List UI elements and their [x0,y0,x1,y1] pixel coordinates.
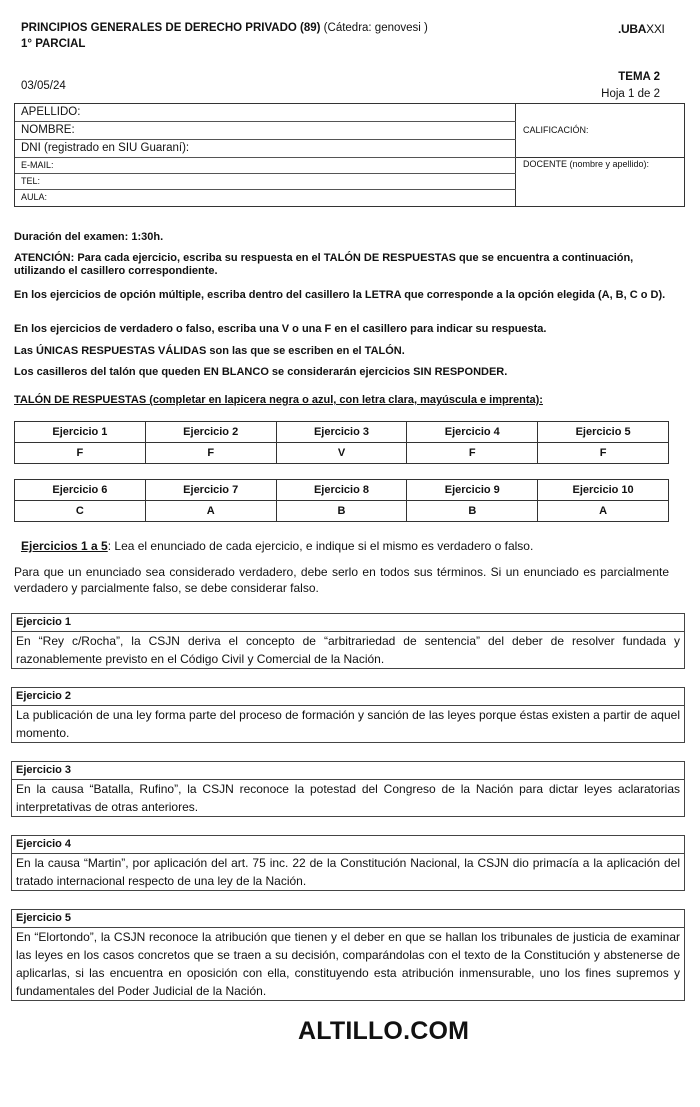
exercise-title: Ejercicio 1 [12,614,684,632]
exercise-box [11,761,685,817]
exercise-text: En “Elortondo”, la CSJN reconoce la atribución que tienen y el deber en que se hallan los tribunales de justicia de examinar las leyes en los casos concretos que se traen a su decisión, comparándolas con el texto de la Constitución y abstenerse de aplicarlas, si las encuentra en oposición con ella, constituyendo esta atribución inmensurable, uno los fines supremos y fundamentales del Poder Judicial de la Nación. [16,930,680,998]
answer-cell[interactable]: V [276,443,407,464]
exercise-title: Ejercicio 2 [12,688,684,706]
answer-header: Ejercicio 8 [276,480,407,501]
exercise-title: Ejercicio 3 [12,762,684,780]
exercise-box [11,613,685,669]
exercise-box [11,687,685,743]
uba-xxi-logo: .UBAXXI [618,22,665,36]
answer-header: Ejercicio 2 [145,422,276,443]
catedra-label: (Cátedra: genovesi ) [320,22,428,34]
answer-header: Ejercicio 9 [407,480,538,501]
answer-table-2 [14,479,669,522]
exam-title: PRINCIPIOS GENERALES DE DERECHO PRIVADO (89) (Cátedra: genovesi ) [21,22,428,34]
instruction-blank-answers: Los casilleros del talón que queden EN BLANCO se considerarán ejercicios SIN RESPONDER. [14,366,508,378]
altillo-watermark: ALTILLO.COM [298,1017,470,1045]
answer-table-1 [14,421,669,464]
calificacion-field[interactable]: CALIFICACIÓN: [523,125,589,135]
answer-header: Ejercicio 7 [145,480,276,501]
email-field[interactable]: E-MAIL: [15,158,516,174]
table-row [15,422,669,443]
instruction-duration: Duración del examen: 1:30h. [14,231,164,243]
section-note: Para que un enunciado sea considerado verdadero, debe serlo en todos sus términos. Si un enunciado es parcialmente verdadero y parcialmente falso, se debe considerar falso. [14,565,669,595]
answer-cell[interactable]: F [538,443,669,464]
table-row [15,501,669,522]
student-fields [15,104,516,206]
answer-header: Ejercicio 4 [407,422,538,443]
table-row [15,480,669,501]
answer-cell[interactable]: F [15,443,146,464]
talon-title: TALÓN DE RESPUESTAS (completar en lapicera negra o azul, con letra clara, mayúscula e imprenta): [14,394,543,406]
apellido-field[interactable]: APELLIDO: [15,104,516,122]
answer-header: Ejercicio 5 [538,422,669,443]
instruction-multiple-choice: En los ejercicios de opción múltiple, escriba dentro del casillero la LETRA que corresponde a la opción elegida (A, B, C o D). [14,289,666,301]
answer-header: Ejercicio 1 [15,422,146,443]
exercise-text: En la causa “Batalla, Rufino”, la CSJN reconoce la potestad del Congreso de la Nación para dictar leyes aclaratorias interpretativas de otras anteriores. [16,782,680,814]
tel-field[interactable]: TEL: [15,174,516,190]
exercise-box [11,835,685,891]
student-info-box [14,103,685,207]
answer-cell[interactable]: F [407,443,538,464]
instruction-valid-answers: Las ÚNICAS RESPUESTAS VÁLIDAS son las que se escriben en el TALÓN. [14,345,405,357]
answer-cell[interactable]: A [145,501,276,522]
table-row [15,443,669,464]
exercise-title: Ejercicio 5 [12,910,684,928]
answer-cell[interactable]: C [15,501,146,522]
instruction-attention: ATENCIÓN: Para cada ejercicio, escriba su respuesta en el TALÓN DE RESPUESTAS que se encuentra a continuación, utilizando el casillero correspondiente. [14,252,634,277]
exercise-text: En “Rey c/Rocha”, la CSJN deriva el concepto de “arbitrariedad de sentencia” del deber de resolver fundada y razonablemente previsto en el Código Civil y Comercial de la Nación. [16,634,680,666]
answer-cell[interactable]: A [538,501,669,522]
divider [516,157,684,158]
page-count: Hoja 1 de 2 [601,88,660,100]
section-label: Ejercicios 1 a 5 [21,539,108,553]
exercise-title: Ejercicio 4 [12,836,684,854]
nombre-field[interactable]: NOMBRE: [15,122,516,140]
section-intro: Ejercicios 1 a 5: Lea el enunciado de cada ejercicio, e indique si el mismo es verdadero o falso. [21,539,534,553]
aula-field[interactable]: AULA: [21,192,48,202]
answer-header: Ejercicio 10 [538,480,669,501]
docente-field[interactable]: DOCENTE (nombre y apellido): [523,159,650,169]
answer-header: Ejercicio 3 [276,422,407,443]
answer-header: Ejercicio 6 [15,480,146,501]
answer-cell[interactable]: B [407,501,538,522]
instruction-true-false: En los ejercicios de verdadero o falso, escriba una V o una F en el casillero para indicar su respuesta. [14,323,547,335]
answer-cell[interactable]: B [276,501,407,522]
exercise-text: La publicación de una ley forma parte del proceso de formación y sanción de las leyes porque éstas existen a partir de aquel momento. [16,708,680,740]
exercise-box [11,909,685,1001]
tema-label: TEMA 2 [618,71,660,83]
exam-date: 03/05/24 [21,80,66,92]
dni-field[interactable]: DNI (registrado en SIU Guaraní): [15,140,516,158]
exercise-text: En la causa “Martin”, por aplicación del art. 75 inc. 22 de la Constitución Nacional, la CSJN dio primacía a la aplicación del tratado internacional respecto de una ley de la Nación. [16,856,680,888]
answer-cell[interactable]: F [145,443,276,464]
exam-subtitle: 1° PARCIAL [21,38,86,50]
